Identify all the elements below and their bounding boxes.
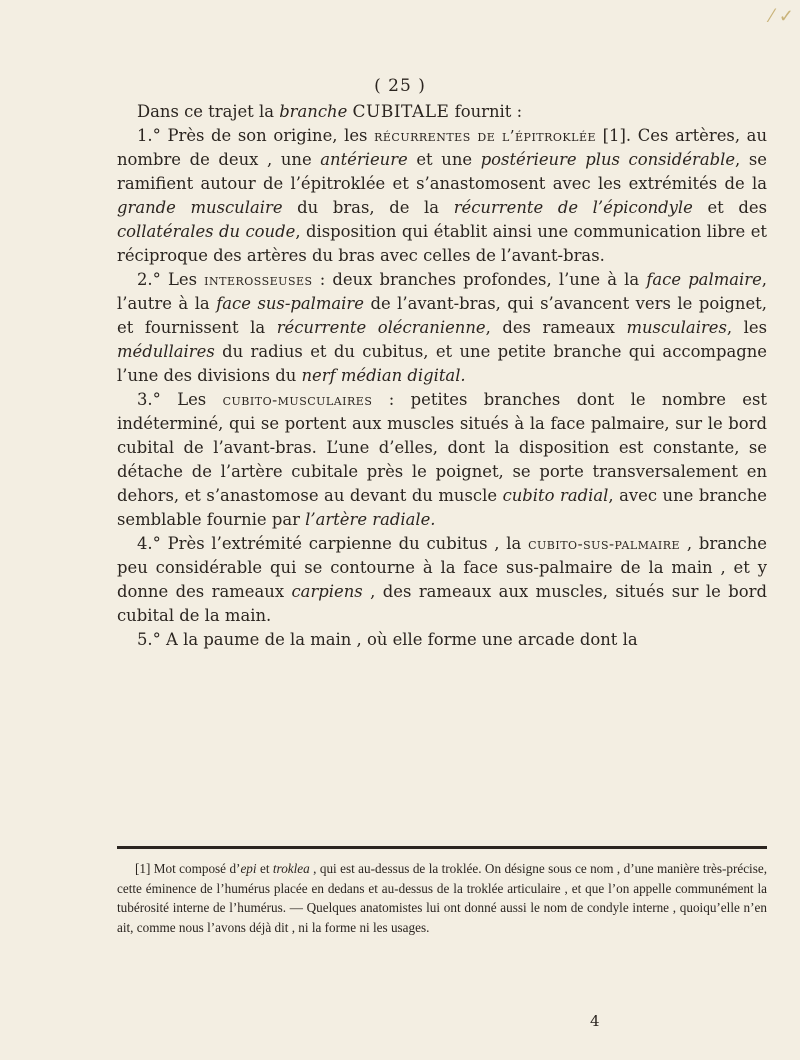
paragraph-intro	[117, 100, 767, 124]
paragraphs.1-run: récurrentes de l’épitroklée	[374, 127, 597, 145]
paragraphs.2-run: face palmaire	[646, 270, 762, 289]
paragraphs.2-run: de l’avant-bras, qui s’avancent vers le poignet, et fournissent la	[117, 294, 767, 337]
paragraphs.2-run: interosseuses	[204, 271, 313, 289]
signature-mark: 4	[590, 1012, 600, 1030]
paragraphs.2-run: du radius et du cubitus, et une petite branche qui accompagne l’une des divisions du	[117, 342, 767, 385]
paragraphs.2-run: : deux branches profondes, l’une à la	[312, 270, 647, 289]
paragraphs.2-run: , l’autre à la	[117, 270, 768, 313]
paragraphs.2-run: , des rameaux	[485, 318, 627, 337]
footnote-text	[117, 859, 767, 937]
paragraphs.2-run: , les	[726, 318, 767, 337]
paragraphs.0-run: fournit :	[449, 102, 523, 121]
paragraphs.2-run: récurrente olécranienne	[276, 318, 486, 337]
paragraphs.3-run: l’artère radiale.	[305, 510, 436, 529]
paragraphs.2-run: 2.° Les	[137, 270, 205, 289]
paragraphs.5-run: 5.° A la paume de la main , où elle forme une arcade dont la	[137, 630, 638, 649]
paragraphs.1-run: et des	[692, 198, 768, 217]
paragraph-3-cubito-musculaires	[117, 388, 767, 532]
paragraphs.1-run: grande musculaire	[117, 198, 283, 217]
paragraphs.3-run: , avec une branche semblable fournie par	[117, 486, 767, 529]
paragraphs.4-run: , des rameaux aux muscles, situés sur le bord cubital de la main.	[117, 582, 767, 625]
paragraphs.3-run: : petites branches dont le nombre est indéterminé, qui se portent aux muscles situés à la face palmaire, sur le bord cubital de l’avant-bras. L’une d’elles, dont la disposition est constante, se détache de l’artère cubitale près le poignet, se porte transversalement en dehors, et s’anastomose au devant du muscle	[117, 390, 768, 505]
page-number: ( 25 )	[374, 76, 426, 96]
footnote-run: troklea	[272, 861, 310, 876]
paragraphs.1-run: du bras, de la	[282, 198, 454, 217]
paragraphs.0-run: Dans ce trajet la	[137, 102, 280, 121]
footnote-run: epi	[240, 861, 257, 876]
paragraphs.2-run: nerf médian digital.	[301, 366, 466, 385]
paragraphs.3-run: 3.° Les	[137, 390, 223, 409]
paragraphs.2-run: face sus-palmaire	[216, 294, 364, 313]
paragraphs.1-run: collatérales du coude	[117, 222, 296, 241]
footnote-run: , qui est au-dessus de la troklée. On désigne sous ce nom , d’une manière très-précise, cette éminence de l’humérus placée en dedans et au-dessus de la troklée articulaire , et que l’on appelle communément la tubérosité interne de l’humérus. — Quelques anatomistes lui ont donné aussi le nom de condyle interne , quoiqu’elle n’en ait, comme nous l’avons déjà dit , ni la forme ni les usages.	[117, 861, 767, 935]
paragraphs.2-run: médullaires	[117, 342, 215, 361]
footnote-run: et	[256, 861, 273, 876]
paragraph-1-recurrentes	[117, 124, 767, 268]
paragraphs.1-run: [1]. Ces artères, au nombre de deux , une	[117, 126, 767, 169]
paragraphs.1-run: récurrente de l’épicondyle	[453, 198, 693, 217]
footnote	[117, 859, 767, 937]
paragraphs.4-run: carpiens	[291, 582, 363, 601]
paragraphs.1-run: postérieure plus considérable	[480, 150, 736, 169]
paragraphs.2-run: musculaires	[626, 318, 727, 337]
main-text	[117, 100, 767, 652]
footnote-separator-rule	[117, 846, 767, 849]
footnote-run: [1] Mot composé d’	[135, 861, 241, 876]
paragraphs.0-run: CUBITALE	[352, 102, 450, 122]
paragraphs.0-run: branche	[279, 102, 348, 121]
paragraphs.1-run: 1.° Près de son origine, les	[137, 126, 375, 145]
paragraphs.4-run: cubito-sus-palmaire	[528, 535, 681, 553]
paragraphs.3-run: cubito-musculaires	[222, 391, 373, 409]
paragraph-5-paume	[117, 628, 767, 652]
paragraphs.1-run: et une	[407, 150, 481, 169]
paragraphs.1-run: antérieure	[320, 150, 408, 169]
paragraphs.1-run: , se ramifient autour de l’épitroklée et s’anastomosent avec les extrémités de la	[117, 150, 767, 193]
paragraph-4-cubito-sus-palmaire	[117, 532, 767, 628]
paragraphs.1-run: , disposition qui établit ainsi une communication libre et réciproque des artères du bras avec celles de l’avant-bras.	[117, 222, 767, 265]
paragraphs.4-run: 4.° Près l’extrémité carpienne du cubitus , la	[137, 534, 529, 553]
corner-annotation: ⁄ ✓	[770, 6, 794, 27]
paragraphs.3-run: cubito radial	[502, 486, 609, 505]
paragraph-2-interosseuses	[117, 268, 767, 388]
paragraphs.4-run: , branche peu considérable qui se contourne à la face sus-palmaire de la main , et y donne des rameaux	[117, 534, 767, 601]
